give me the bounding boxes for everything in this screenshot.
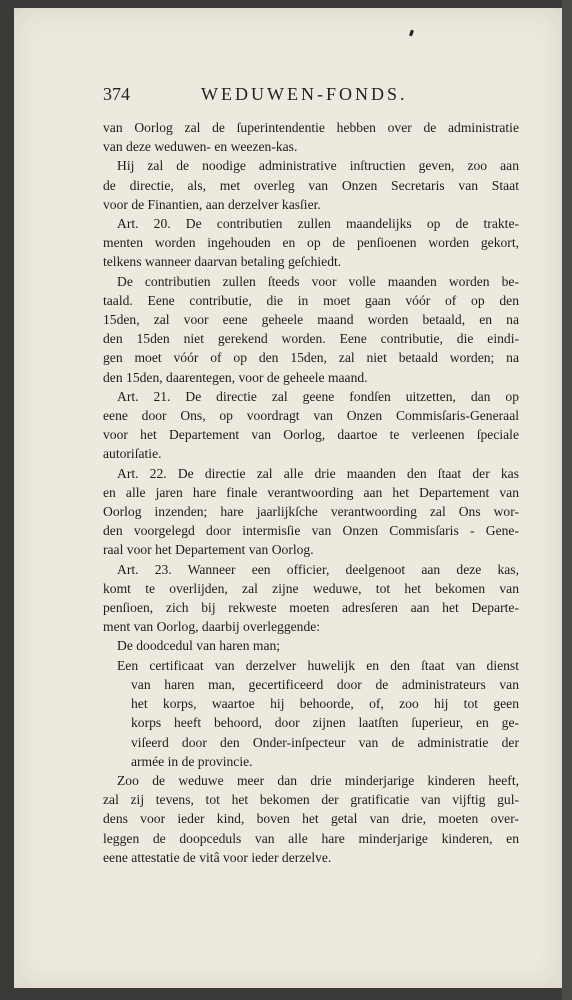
text-line: en alle jaren hare finale verantwoording aan het Departement van (103, 484, 519, 500)
text-line: Art. 22. De directie zal alle drie maanden den ſtaat der kas (117, 465, 519, 481)
text-line: den 15den niet gerekend worden. Eene contributie, die eindi- (103, 331, 519, 347)
running-title: WEDUWEN-FONDS. (201, 84, 408, 104)
text-line: dens voor ieder kind, boven het getal van drie, moeten over- (103, 811, 519, 827)
text-line: gen moet vóór of op den 15den, zal niet betaald worden; na (103, 350, 519, 366)
text-line: De doodcedul van haren man; (117, 638, 281, 654)
body-text (103, 118, 519, 867)
text-line: Oorlog inzenden; hare jaarlijkſche verantwoording zal Ons wor- (103, 504, 519, 520)
text-line: penſioen, zich bij rekweste moeten adresſeren aan het Departe- (103, 600, 519, 616)
text-line: ment van Oorlog, daarbij overleggende: (103, 619, 321, 635)
text-line: leggen de doopceduls van alle hare minderjarige kinderen, en (103, 830, 519, 846)
text-line: Zoo de weduwe meer dan drie minderjarige kinderen heeft, (117, 772, 519, 788)
text-line: armée in de provincie. (131, 753, 253, 769)
text-line: den voorgelegd door intermisſie van Onzen Commisſaris - Gene- (103, 523, 519, 539)
text-line: De contributien zullen ſteeds voor volle maanden worden be- (117, 273, 519, 289)
text-line: viſeerd door den Onder-inſpecteur van de administratie der (131, 734, 519, 750)
text-line: Art. 21. De directie zal geene fondſen uitzetten, dan op (117, 388, 519, 404)
text-line: korps heeft behoord, door zijnen laatſten ſuperieur, en ge- (131, 715, 519, 731)
text-line: Art. 23. Wanneer een officier, deelgenoot aan deze kas, (117, 561, 519, 577)
text-line: voor het Departement van Oorlog, daartoe te verleenen ſpeciale (103, 427, 519, 443)
text-line: van haren man, gecertificeerd door de administrateurs van (131, 676, 519, 692)
text-line: menten worden ingehouden en op de penſioenen worden gekort, (103, 235, 519, 251)
text-line: zal zij tevens, tot het bekomen der gratificatie van vijftig gul- (103, 792, 519, 808)
text-line: raal voor het Departement van Oorlog. (103, 542, 314, 558)
text-line: voor de Finantien, aan derzelver kasſier. (103, 196, 321, 212)
text-line: komt te overlijden, zal zijne weduwe, tot het bekomen van (103, 580, 519, 596)
text-line: eene door Ons, op voordragt van Onzen Commisſaris-Generaal (103, 408, 519, 424)
text-line: Een certificaat van derzelver huwelijk en den ſtaat van dienst (117, 657, 519, 673)
text-line: telkens wanneer daarvan betaling geſchiedt. (103, 254, 342, 270)
text-line: het korps, waartoe hij behoorde, of, zoo hij tot geen (131, 696, 519, 712)
text-line: Hij zal de noodige administrative inſtructien geven, zoo aan (117, 158, 519, 174)
text-line: van Oorlog zal de ſuperintendentie hebben over de administratie (103, 120, 519, 135)
text-line: eene attestatie de vitâ voor ieder derzelve. (103, 849, 332, 865)
page-number: 374 (103, 84, 130, 104)
page-edge (562, 0, 572, 1000)
text-line: 15den, zal voor eene geheele maand worden betaald, en na (103, 312, 519, 328)
text-line: taald. Eene contributie, die in moet gaan vóór of op den (103, 292, 519, 308)
text-line: autoriſatie. (103, 446, 162, 462)
text-line: de directie, als, met overleg van Onzen Secretaris van Staat (103, 177, 519, 193)
text-line: den 15den, daarentegen, voor de geheele maand. (103, 369, 368, 385)
text-line: van deze weduwen- en weezen-kas. (103, 139, 298, 155)
text-line: Art. 20. De contributien zullen maandelijks op de trakte- (117, 216, 519, 232)
